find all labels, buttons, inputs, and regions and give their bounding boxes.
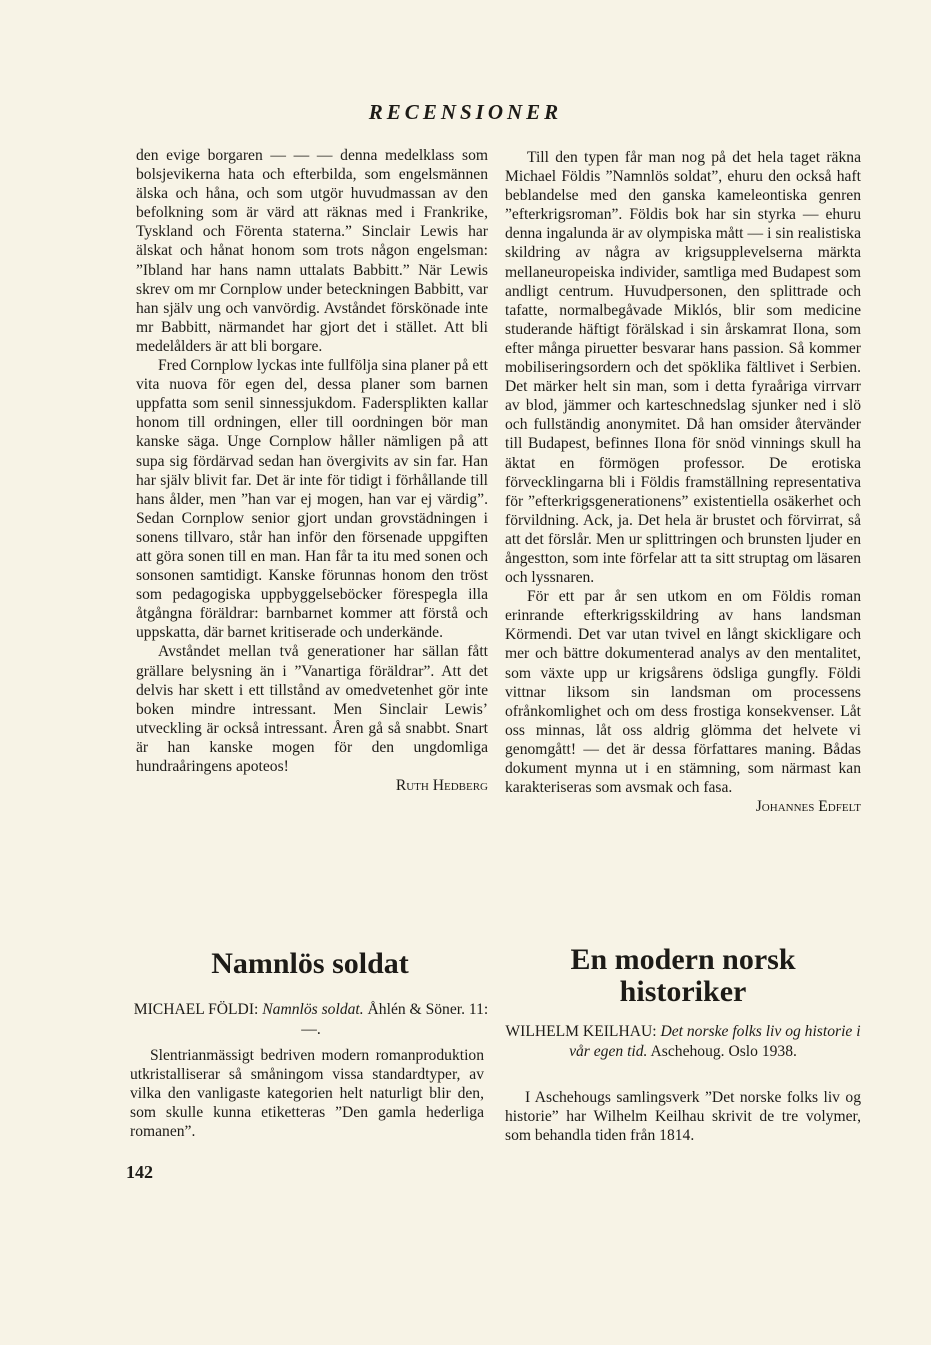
- author-name: MICHAEL FÖLDI:: [133, 1001, 259, 1018]
- left-paragraph-1: den evige borgaren — — — denna medelklass som bolsjevikerna hata och efterbilda, som engelsmännen älska och håna, och som utgör huvudmassan av den befolkning som är värd att räknas med i Frankrike, Tyskland och Förenta staterna.” Sinclair Lewis har älskat och hånat honom som trots någon engelsman: ”Ibland har hans namn uttalats Babbitt.” När Lewis skrev om mr Cornplow under beteckningen Babbitt, var han själv ung och vanvördig. Avståndet förskönade inte mr Babbitt, närmandet har gjort det i stället. Att bli medelålders är att bli borgare.: [136, 147, 488, 355]
- running-head: RECENSIONER: [368, 100, 563, 124]
- left-paragraph-2: Fred Cornplow lyckas inte fullfölja sina planer på ett vita nuova för egen del, dessa planer som barnen uppfatta som senil sinnessjukdom. Fadersplikten kallar honom till ordningen, eller till oordningen bör man kanske säga. Unge Cornplow håller nämligen på att supa sig fördärvad sedan han övergivits av sin far. Han har själv blivit far. Det är inte för tidigt i förhållande till hans ålder, men ”han var ej mogen, han var ej värdig”. Sedan Cornplow senior gjort undan grovstädningen i sonens tillvaro, står han inför den försenade uppgiften att göra sonen till en man. Han får ta itu med sonen och sonsonen samtidigt. Kanske förunnas honom den tröst som pedagogiska uppbyggelseböcker förespegla illa åtgångna föräldrar: barnbarnet kommer att förstå och uppskatta, där barnet kritiserade och underkände.: [136, 357, 488, 642]
- review-headline-right: En modern norsk historiker: [570, 943, 796, 1008]
- right-signature: Johannes Edfelt: [755, 798, 861, 816]
- publisher-info: Åhlén & Söner. 11: —.: [301, 1001, 489, 1038]
- left-column: [136, 146, 488, 795]
- review-bibliography-left: [130, 1000, 492, 1039]
- left-signature: Ruth Hedberg: [395, 777, 488, 795]
- right-column: [505, 148, 861, 816]
- author-name: WILHELM KEILHAU:: [505, 1023, 657, 1040]
- review-bibliography-right: [505, 1022, 861, 1061]
- book-title: Det norske folks liv og historie i vår egen tid.: [569, 1023, 861, 1060]
- review-body-right: I Aschehougs samlingsverk ”Det norske folks liv og historie” har Wilhelm Keilhau skrivit de tre volymer, som behandla tiden från 1814.: [505, 1089, 861, 1145]
- review-body-left: Slentrianmässigt bedriven modern romanproduktion utkristalliserar så småningom vissa standardtyper, av vilka den vanligaste kategorien helt naturligt blir den, som skulle kunna etiketteras ”Den gamla hederliga romanen”.: [130, 1047, 484, 1141]
- right-paragraph-2: För ett par år sen utkom en om Földis roman erinrande efterkrigsskildring av hans landsman Körmendi. Det var utan tvivel en långt skickligare och mer och bättre dokumenterad analys av den mentalitet, som växte upp ur krigsårens ödsliga gungfly. Földi vittnar liksom sin landsman om processens ofrånkomlighet och om dess frostiga konsekvenser. Låt oss minnas, låt oss aldrig glömma det helvete vi genomgått! — det är dessa författares maning. Bådas dokument mynna ut i en stämning, som närmast kan karakteriseras som avsmak och fasa.: [505, 588, 861, 797]
- right-paragraph-1: Till den typen får man nog på det hela taget räkna Michael Földis ”Namnlös soldat”, ehuru den också haft beblandelse med den ganska kameleontiska genren ”efterkrigsroman”. Földis bok har sin styrka — ehuru denna ingalunda är av olympiska mått — i sin realistiska skildring av några av krigsupplevelserna märkta mellaneuropeiska individer, samtliga med Budapest som andligt centrum. Huvudpersonen, den splittrade och tafatte, normalbegåvade Miklós, blir som medicine studerande häftigt förälskad i sin årskamrat Ilona, som efter många piruetter besvarar hans passion. Så kommer mobiliseringsordern och det spöklika fältlivet i Serbien. Det märker helt sin man, som i detta fyraåriga virrvarr av blod, jämmer och karteschnedslag sjunker ned i slö och fullständig anonymitet. Då han omsider återvänder till Budapest, befinnes Ilona för snöd vinnings skull ha äktat en förmögen professor. De erotiska förvecklingarna bli i Földis framställning representativa för ”efterkrigsgenerationens” existentiella osäkerhet och förvildning. Ack, ja. Det hela är brustet och förvirrat, så att det förslår. Men ur splittringen och brunsten ljuder en ångestton, som inte förfelar att ta sitt struptag om läsaren och lyssnaren.: [505, 149, 861, 587]
- book-title: Namnlös soldat.: [262, 1001, 364, 1018]
- left-paragraph-3: Avståndet mellan två generationer har sällan fått grällare belysning än i ”Vanartiga föräldrar”. Att det delvis har skett i ett tillstånd av omedvetenhet gör inte boken mindre intressant. Men Sinclair Lewis’ utveckling är också intressant. Åren gå så snabbt. Snart är han kanske mogen för den ungdomliga hundraåringens apoteos!: [136, 643, 488, 775]
- review-headline-left: Namnlös soldat: [211, 947, 409, 980]
- publisher-info: Aschehoug. Oslo 1938.: [650, 1042, 797, 1060]
- page-number: 142: [126, 1162, 153, 1182]
